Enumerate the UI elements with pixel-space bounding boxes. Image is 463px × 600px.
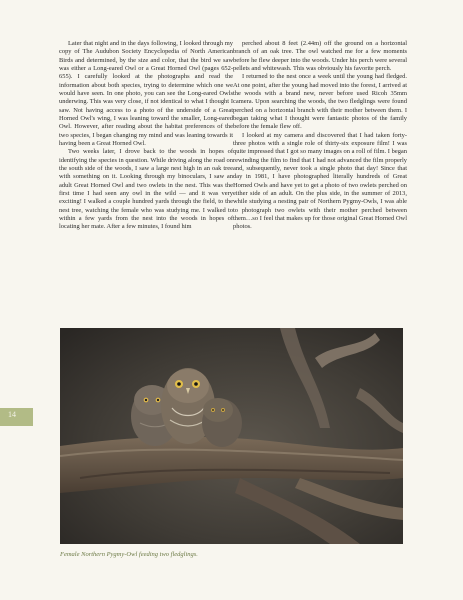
paragraph: perched about 8 feet (2.44m) off the ground on a horizontal branch of an oak tree. The owl watched me for a few moments before he flew deeper into the woods. Under his perch were several pellets and whitewash. This was obviously his favorite perch. — [233, 40, 407, 72]
page-number: 14 — [8, 410, 16, 419]
paragraph: I returned to the nest once a week until the young had fledged. At one point, after the young had moved into the forest, I arrived at the woods with a brand new, never before used Ricoh 35mm camera. Upon searching the woods, the two fledglings were found perched on a horizontal branch with their mother between them. I began taking what I thought were fantastic photos of the family before the female flew off. — [233, 73, 407, 131]
photo-caption: Female Northern Pygmy-Owl feeding two fledglings. — [60, 551, 198, 558]
paragraph: I looked at my camera and discovered that I had taken forty-three photos with a single role of thirty-six exposure film! I was quite impressed that I got so many images on a roll of film. I began rewinding the film to find that I had not advanced the film properly and, subsequently, never took a single photo that day! Since that day in 1981, I have photographed literally hundreds of Great Horned Owls and have yet to get a photo of two owlets perched on either side of an adult. On the plus side, in the summer of 2013, while studying a nesting pair of Northern Pygmy-Owls, I was able to photograph two owlets with their mother perched between them…so I feel that makes up for those original Great Horned Owl photos. — [233, 131, 407, 231]
page-number-tab — [0, 408, 33, 426]
left-text-column — [59, 40, 233, 232]
owl-photo — [60, 328, 403, 544]
right-text-column — [233, 40, 407, 232]
owl-photo-illustration — [60, 328, 403, 544]
paragraph: Two weeks later, I drove back to the woods in hopes of identifying the species in question. While driving along the road on the south side of the woods, I saw a large nest high in an oak tree with something on it. Looking through my binoculars, I saw an adult Great Horned Owl and two owlets in the nest. This was the first time I had seen any owl in the wild — and it was very exciting! I walked a couple hundred yards through the field, to the nest tree, watching the female who was studying me. I walked to within a few yards from the nest into the woods in hopes of locating her mate. After a few minutes, I found him — [59, 148, 233, 231]
paragraph: Later that night and in the days following, I looked through my copy of The Audubon Society Encyclopedia of North American Birds and determined, by the size and color, that the bird we saw was either a Long-eared Owl or a Great Horned Owl (pages 652-655). I carefully looked at the photographs and read the information about both species, trying to determine which one we would have seen. In one photo, you can see the Long-eared Owls underwing. This was very close, if not identical to what I thought I saw. Not having access to a photo of the underside of a Great Horned Owl's wing, I was leaning toward the smaller, Long-eared Owl. However, after reading about the habitat preferences of the two species, I began changing my mind and was leaning towards it having been a Great Horned Owl. — [59, 40, 233, 147]
